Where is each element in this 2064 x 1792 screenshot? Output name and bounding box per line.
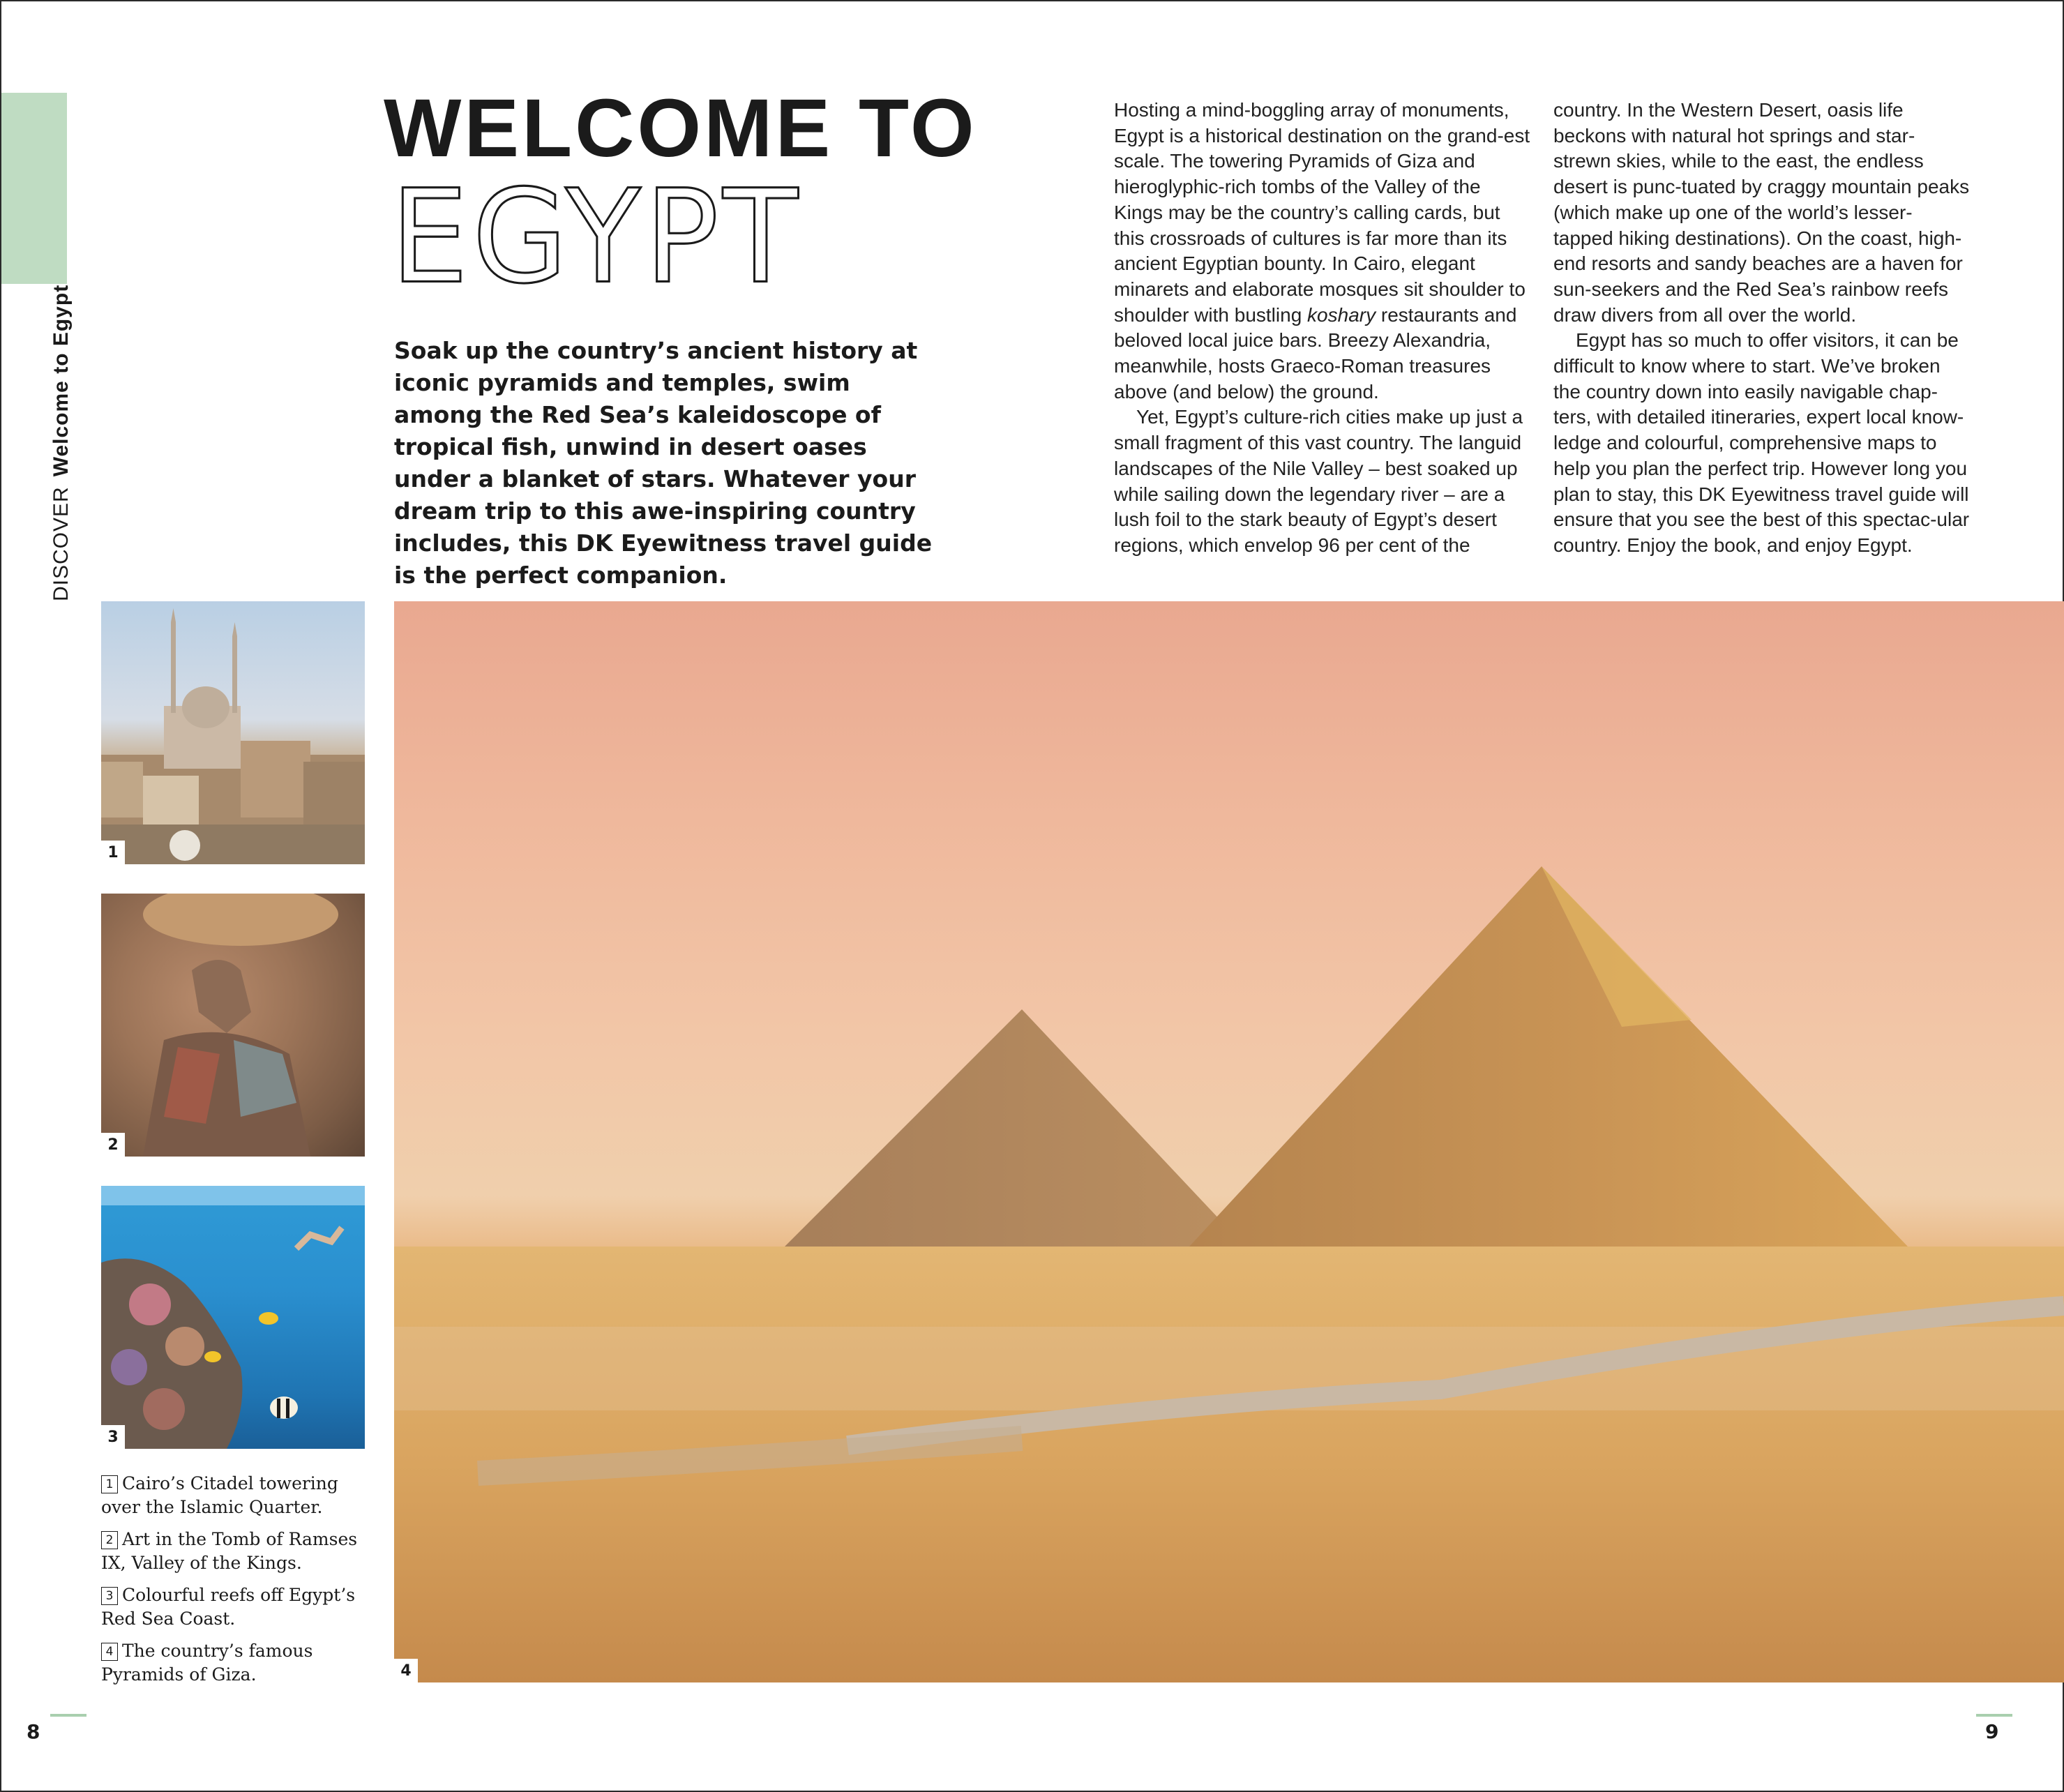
photo-captions xyxy=(101,1472,366,1695)
citadel-illustration xyxy=(101,601,365,864)
caption-item xyxy=(101,1639,366,1687)
caption-item xyxy=(101,1583,366,1631)
caption-item xyxy=(101,1528,366,1575)
caption-number: 2 xyxy=(101,1531,118,1549)
photo-tomb-relief xyxy=(101,894,365,1157)
relief-illustration xyxy=(101,894,365,1157)
body-paragraph: country. In the Western Desert, oasis life beckons with natural hot springs and star-strewn skies, while to the east, the endless desert is punc-tuated by craggy mountain peaks (which make up one of the world’s lesser-tapped hiking destinations). On the coast, high-end resorts and sandy beaches are a haven for sun-seekers and the Red Sea’s rainbow reefs draw divers from all over the world. xyxy=(1553,99,1970,326)
photo-red-sea-reef xyxy=(101,1186,365,1449)
body-paragraph: Egypt has so much to offer visitors, it can be difficult to know where to start. We’ve broken the country down into easily navigable chap-ters, with detailed itineraries, expert local know-ledge and colourful, comprehensive maps to help you plan the perfect trip. However long you plan to stay, this DK Eyewitness travel guide will ensure that you see the best of this spectac-ular country. Enjoy the book, and enjoy Egypt. xyxy=(1553,329,1970,556)
page-number-right: 9 xyxy=(1985,1720,1999,1743)
photo-number-badge: 4 xyxy=(394,1659,418,1682)
pyramids-illustration xyxy=(394,601,2064,1682)
photo-cairo-citadel xyxy=(101,601,365,864)
photo-number-badge: 2 xyxy=(101,1133,125,1157)
body-paragraph: Yet, Egypt’s culture-rich cities make up just a small fragment of this vast country. The languid landscapes of the Nile Valley – best soaked up while sailing down the legendary river – are a lush foil to the stark beauty of Egypt’s desert regions, which envelop 96 per cent of the xyxy=(1114,406,1523,556)
caption-item xyxy=(101,1472,366,1519)
page-number-rule-right xyxy=(1976,1714,2012,1717)
section-tab xyxy=(1,93,67,284)
caption-number: 1 xyxy=(101,1475,118,1493)
heading-line-1: WELCOME TO xyxy=(384,82,977,174)
caption-text: Cairo’s Citadel towering over the Islamic Quarter. xyxy=(101,1473,338,1517)
caption-text: The country’s famous Pyramids of Giza. xyxy=(101,1641,313,1685)
reef-illustration xyxy=(101,1186,365,1449)
caption-text: Colourful reefs off Egypt’s Red Sea Coast. xyxy=(101,1585,356,1629)
running-header xyxy=(50,285,73,601)
body-text: Hosting a mind-boggling array of monuments, Egypt is a historical destination on the grand-est scale. The towering Pyramids of Giza and hieroglyphic-rich tombs of the Valley of the Kings may be the country’s calling cards, but this crossroads of cultures is far more than its ancient Egyptian bounty. In Cairo, elegant minarets and elaborate mosques sit shoulder to shoulder with bustling xyxy=(1114,99,1530,326)
caption-number: 3 xyxy=(101,1587,118,1605)
chapter-title: Welcome to Egypt xyxy=(50,284,73,477)
body-paragraph xyxy=(1114,98,1532,405)
heading-line-2-text: EGYPT xyxy=(391,162,802,313)
body-column-2 xyxy=(1553,98,1972,559)
intro-paragraph: Soak up the country’s ancient history at iconic pyramids and temples, swim among the Red Sea’s kaleidoscope of tropical fish, unwind in desert oases under a blanket of stars. Whatever your dream trip to this awe-inspiring country includes, this DK Eyewitness travel guide is the perfect companion. xyxy=(394,337,933,589)
photo-number-badge: 3 xyxy=(101,1425,125,1449)
caption-text: Art in the Tomb of Ramses IX, Valley of the Kings. xyxy=(101,1529,358,1573)
photo-pyramids-of-giza xyxy=(394,601,2064,1682)
caption-number: 4 xyxy=(101,1643,118,1661)
page-number-left: 8 xyxy=(27,1720,40,1743)
section-name: DISCOVER xyxy=(50,486,73,601)
body-emphasis: koshary xyxy=(1307,303,1376,326)
heading-line-2 xyxy=(391,162,802,313)
body-column-1 xyxy=(1114,98,1532,559)
photo-number-badge: 1 xyxy=(101,841,125,864)
body-text: restaurants and beloved local juice bars. Breezy Alexandria, meanwhile, hosts Graeco-Roman treasures above (and below) the ground. xyxy=(1114,303,1517,402)
page-number-rule-left xyxy=(50,1714,86,1717)
